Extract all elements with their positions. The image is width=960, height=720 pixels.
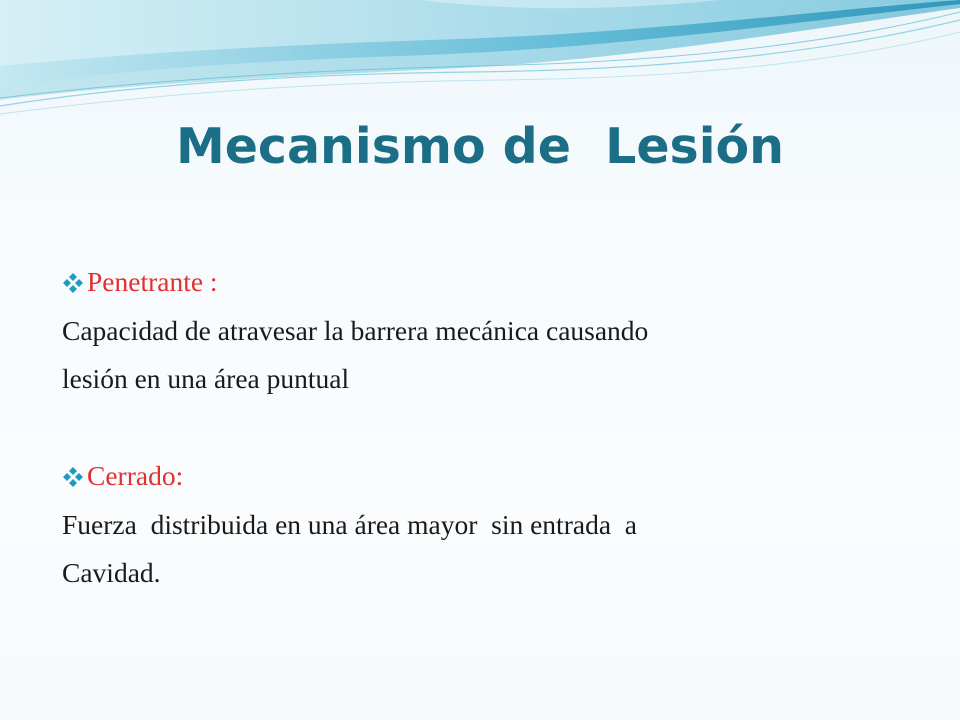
bullet-heading: Cerrado: [87,460,184,491]
diamond-bullet-icon [62,272,84,294]
bullet-description-line: Cavidad. [62,557,161,588]
bullet-item-penetrante [62,258,922,307]
slide-title: Mecanismo de Lesión [175,118,785,175]
bullet-description-line: Fuerza distribuida en una área mayor sin entrada a [62,508,637,540]
slide-body [62,258,922,598]
diamond-bullet-icon [62,466,84,488]
bullet-description-line: Capacidad de atravesar la barrera mecánica causando [62,314,649,346]
bullet-item-cerrado [62,452,922,501]
bullet-spacer [62,404,922,453]
bullet-description-line: lesión en una área puntual [62,363,350,394]
header-wave-decoration [0,0,960,130]
bullet-heading: Penetrante : [87,266,218,297]
